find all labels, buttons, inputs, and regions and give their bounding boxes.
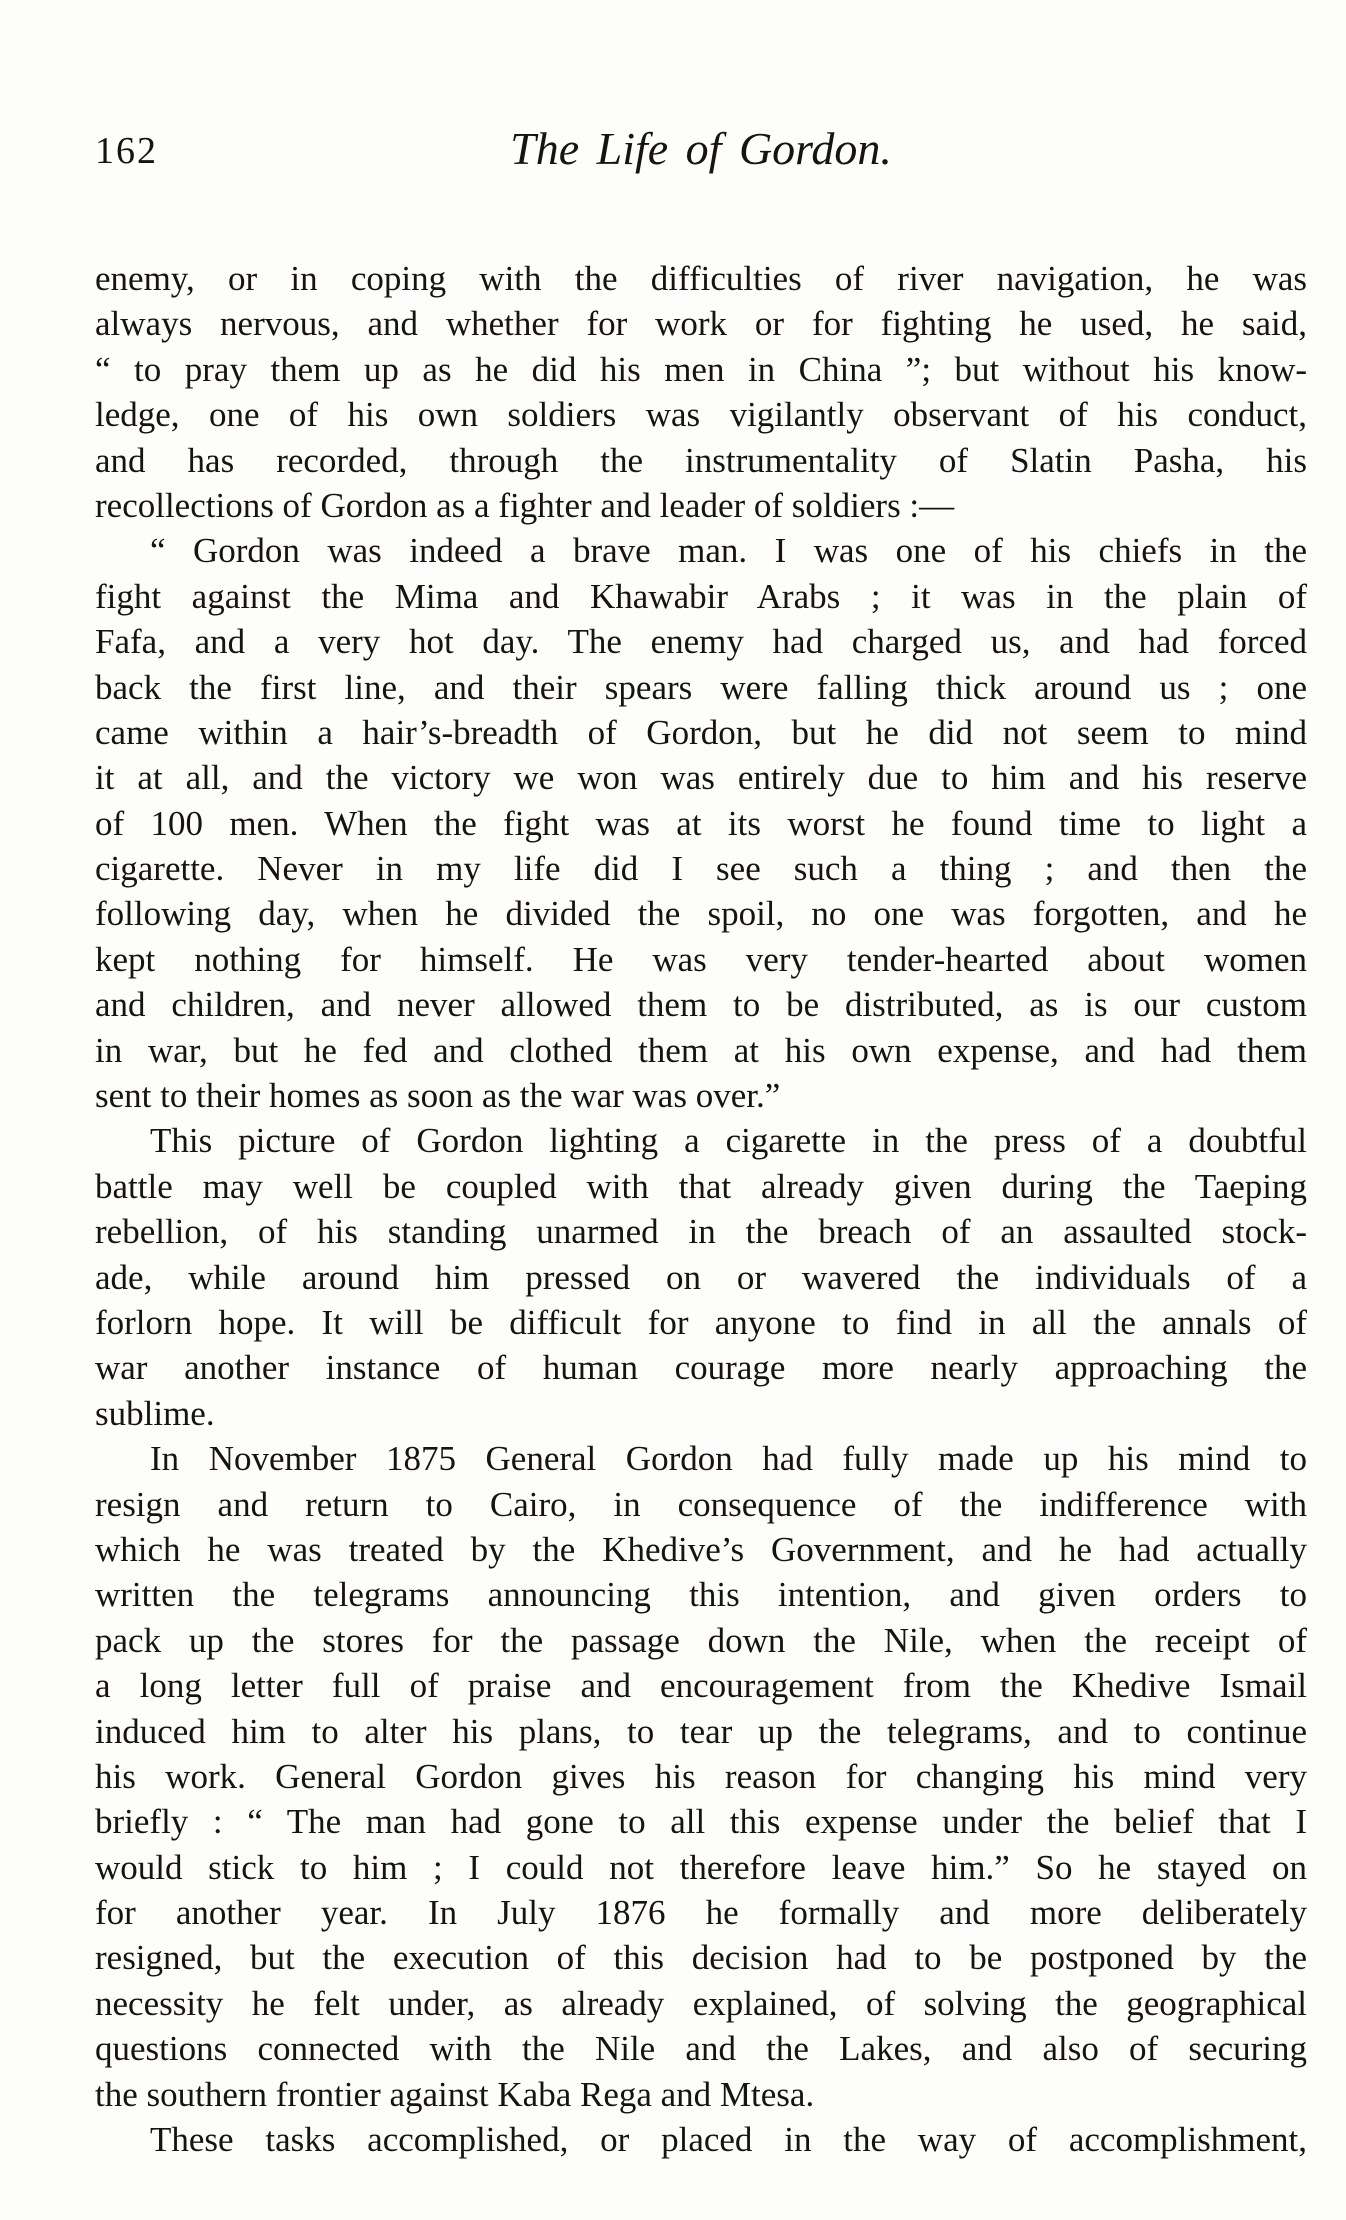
text-line: for another year. In July 1876 he formally and more deliberately [95,1893,1307,1933]
text-line: This picture of Gordon lighting a cigarette in the press of a doubtful [150,1121,1307,1161]
text-line: fight against the Mima and Khawabir Arabs ; it was in the plain of [95,576,1307,616]
text-line: resigned, but the execution of this decision had to be postponed by the [95,1938,1307,1978]
text-line: always nervous, and whether for work or for fighting he used, he said, [95,304,1307,344]
text-line: and children, and never allowed them to be distributed, as is our custom [95,985,1307,1025]
text-line: pack up the stores for the passage down the Nile, when the receipt of [95,1620,1307,1660]
text-line: resign and return to Cairo, in consequence of the indifference with [95,1484,1307,1524]
text-line: it at all, and the victory we won was entirely due to him and his reserve [95,758,1307,798]
page-body [95,256,1307,2162]
text-line: his work. General Gordon gives his reason for changing his mind very [95,1756,1307,1796]
text-line: in war, but he fed and clothed them at his own expense, and had them [95,1030,1307,1070]
text-line: following day, when he divided the spoil, no one was forgotten, and he [95,894,1307,934]
text-line: “ to pray them up as he did his men in China ”; but without his know- [95,349,1307,389]
text-line: of 100 men. When the fight was at its worst he found time to light a [95,803,1307,843]
text-line: questions connected with the Nile and the Lakes, and also of securing [95,2029,1307,2069]
text-line: Fafa, and a very hot day. The enemy had charged us, and had forced [95,622,1307,662]
text-line: enemy, or in coping with the difficulties of river navigation, he was [95,259,1307,298]
text-line: came within a hair’s-breadth of Gordon, but he did not seem to mind [95,712,1307,752]
text-line: “ Gordon was indeed a brave man. I was one of his chiefs in the [150,531,1307,571]
text-line: necessity he felt under, as already explained, of solving the geographical [95,1983,1307,2023]
text-line: kept nothing for himself. He was very tender-hearted about women [95,939,1307,979]
text-line: war another instance of human courage more nearly approaching the [95,1348,1307,1388]
text-line: the southern frontier against Kaba Rega and Mtesa. [95,2074,815,2114]
text-line: would stick to him ; I could not therefore leave him.” So he stayed on [95,1847,1307,1887]
text-line: induced him to alter his plans, to tear up the telegrams, and to continue [95,1711,1307,1751]
text-line: recollections of Gordon as a fighter and leader of soldiers :— [95,485,955,525]
page-number: 162 [95,130,158,172]
text-line: ade, while around him pressed on or wavered the individuals of a [95,1257,1307,1297]
text-line: and has recorded, through the instrumentality of Slatin Pasha, his [95,440,1307,480]
text-line: rebellion, of his standing unarmed in the breach of an assaulted stock- [95,1212,1307,1252]
text-line: These tasks accomplished, or placed in the way of accomplishment, [150,2120,1307,2160]
text-line: sublime. [95,1393,215,1433]
text-line: cigarette. Never in my life did I see such a thing ; and then the [95,849,1307,889]
text-line: In November 1875 General Gordon had fully made up his mind to [150,1439,1307,1479]
text-line: briefly : “ The man had gone to all this expense under the belief that I [95,1802,1307,1842]
text-line: sent to their homes as soon as the war was over.” [95,1076,781,1116]
text-line: written the telegrams announcing this intention, and given orders to [95,1575,1307,1615]
text-line: ledge, one of his own soldiers was vigilantly observant of his conduct, [95,395,1307,435]
text-line: back the first line, and their spears were falling thick around us ; one [95,667,1307,707]
text-line: a long letter full of praise and encouragement from the Khedive Ismail [95,1666,1307,1706]
running-title: The Life of Gordon. [510,123,892,174]
text-line: battle may well be coupled with that already given during the Taeping [95,1166,1307,1206]
page-header [95,112,1307,174]
text-line: which he was treated by the Khedive’s Government, and he had actually [95,1529,1307,1569]
text-line: forlorn hope. It will be difficult for anyone to find in all the annals of [95,1302,1307,1342]
